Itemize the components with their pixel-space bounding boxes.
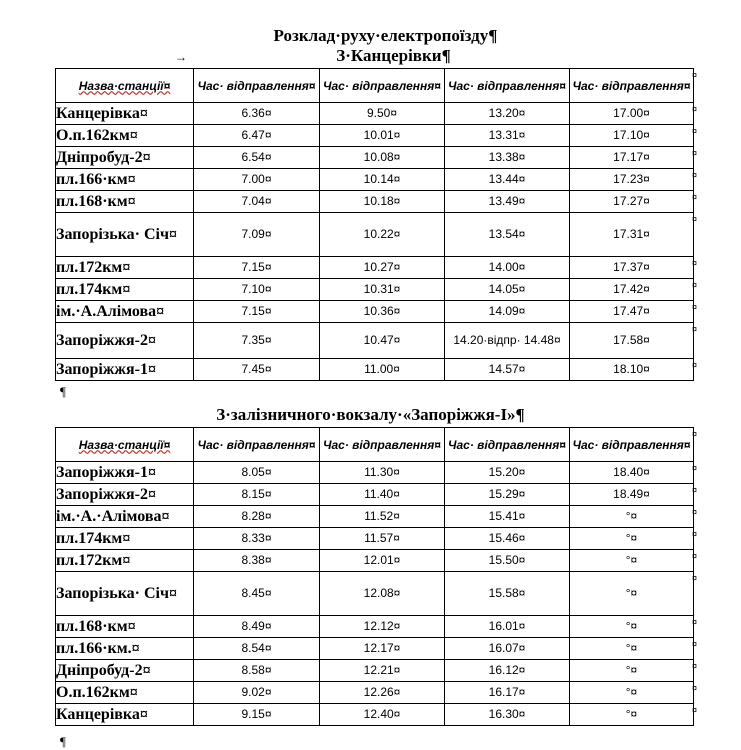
departure-time-cell: 17.10¤ xyxy=(570,125,694,147)
table-row xyxy=(56,550,694,572)
station-name: ім.·А.·Алімова¤ xyxy=(56,506,194,528)
station-name: пл.168·км¤ xyxy=(56,191,194,213)
departure-time-cell: 10.36¤ xyxy=(320,301,445,323)
departure-time-cell: 16.12¤ xyxy=(445,660,570,682)
departure-time-cell: 8.54¤ xyxy=(194,638,320,660)
header-departure-time: Час· відправлення¤ xyxy=(194,428,320,462)
section-heading-from-zaporizhzhia: З·залізничного·вокзалу·«Запоріжжя-І»¶ xyxy=(216,405,525,424)
departure-time-cell: °¤ xyxy=(570,616,694,638)
departure-time-cell: 18.40¤ xyxy=(570,462,694,484)
table-row xyxy=(56,191,694,213)
header-departure-time: Час· відправлення¤ xyxy=(570,69,694,103)
table-row xyxy=(56,660,694,682)
departure-time-cell: 9.02¤ xyxy=(194,682,320,704)
station-name: Запорізька· Січ¤ xyxy=(56,572,194,616)
table-row xyxy=(56,103,694,125)
departure-time-cell: 8.33¤ xyxy=(194,528,320,550)
departure-time-cell: 6.36¤ xyxy=(194,103,320,125)
departure-time-cell: 12.17¤ xyxy=(320,638,445,660)
table-header-row xyxy=(56,428,694,462)
departure-time-cell: 10.18¤ xyxy=(320,191,445,213)
station-name: Запоріжжя-1¤ xyxy=(56,359,194,381)
departure-time-cell: 13.44¤ xyxy=(445,169,570,191)
departure-time-cell: 12.01¤ xyxy=(320,550,445,572)
table-row xyxy=(56,484,694,506)
departure-time-cell: 15.29¤ xyxy=(445,484,570,506)
paragraph-mark: ¶ xyxy=(60,384,66,399)
row-end-mark: ¤ xyxy=(692,280,698,290)
departure-time-cell: 10.14¤ xyxy=(320,169,445,191)
departure-time-cell: 8.05¤ xyxy=(194,462,320,484)
station-name: Канцерівка¤ xyxy=(56,103,194,125)
row-end-mark: ¤ xyxy=(692,551,698,561)
departure-time-cell: 11.52¤ xyxy=(320,506,445,528)
station-name: пл.174км¤ xyxy=(56,279,194,301)
departure-time-cell: °¤ xyxy=(570,550,694,572)
row-end-mark: ¤ xyxy=(692,360,698,370)
departure-time-cell: 16.07¤ xyxy=(445,638,570,660)
station-name: пл.166·км.¤ xyxy=(56,638,194,660)
station-name: О.п.162км¤ xyxy=(56,125,194,147)
header-departure-time: Час· відправлення¤ xyxy=(320,428,445,462)
departure-time-cell: °¤ xyxy=(570,660,694,682)
table-row xyxy=(56,125,694,147)
departure-time-cell: 10.47¤ xyxy=(320,323,445,359)
row-end-mark: ¤ xyxy=(692,214,698,224)
schedule-table-from-zaporizhzhia xyxy=(55,427,694,726)
table-row xyxy=(56,572,694,616)
departure-time-cell: 15.41¤ xyxy=(445,506,570,528)
table-row xyxy=(56,301,694,323)
paragraph-mark: ¶ xyxy=(60,734,66,749)
departure-time-cell: 8.15¤ xyxy=(194,484,320,506)
table-row xyxy=(56,638,694,660)
departure-time-cell: 9.15¤ xyxy=(194,704,320,726)
departure-time-cell: 13.31¤ xyxy=(445,125,570,147)
table-row xyxy=(56,279,694,301)
departure-time-cell: 17.42¤ xyxy=(570,279,694,301)
row-end-mark: ¤ xyxy=(692,463,698,473)
row-end-mark: ¤ xyxy=(692,573,698,583)
row-end-mark: ¤ xyxy=(692,192,698,202)
departure-time-cell: 13.38¤ xyxy=(445,147,570,169)
header-departure-time: Час· відправлення¤ xyxy=(445,69,570,103)
table-row xyxy=(56,528,694,550)
table-row xyxy=(56,462,694,484)
station-name: пл.168·км¤ xyxy=(56,616,194,638)
departure-time-cell: 12.08¤ xyxy=(320,572,445,616)
departure-time-cell: 7.35¤ xyxy=(194,323,320,359)
departure-time-cell: 17.23¤ xyxy=(570,169,694,191)
departure-time-cell: 6.54¤ xyxy=(194,147,320,169)
departure-time-cell: 11.00¤ xyxy=(320,359,445,381)
departure-time-cell: 11.30¤ xyxy=(320,462,445,484)
departure-time-cell: 7.10¤ xyxy=(194,279,320,301)
table-header-row xyxy=(56,69,694,103)
row-end-mark: ¤ xyxy=(692,529,698,539)
schedule-table-from-kantserivka xyxy=(55,68,694,381)
departure-time-cell: 13.54¤ xyxy=(445,213,570,257)
departure-time-cell: 17.00¤ xyxy=(570,103,694,125)
header-departure-time: Час· відправлення¤ xyxy=(445,428,570,462)
station-name: пл.172км¤ xyxy=(56,257,194,279)
departure-time-cell: 7.04¤ xyxy=(194,191,320,213)
departure-time-cell: 6.47¤ xyxy=(194,125,320,147)
departure-time-cell: 7.45¤ xyxy=(194,359,320,381)
station-name: Запоріжжя-2¤ xyxy=(56,484,194,506)
station-name: пл.172км¤ xyxy=(56,550,194,572)
departure-time-cell: 17.17¤ xyxy=(570,147,694,169)
departure-time-cell: 12.12¤ xyxy=(320,616,445,638)
table-row xyxy=(56,506,694,528)
row-end-mark: ¤ xyxy=(692,148,698,158)
departure-time-cell: 15.46¤ xyxy=(445,528,570,550)
departure-time-cell: 10.08¤ xyxy=(320,147,445,169)
table-row xyxy=(56,323,694,359)
departure-time-cell: 17.37¤ xyxy=(570,257,694,279)
departure-time-cell: 12.26¤ xyxy=(320,682,445,704)
departure-time-cell: 10.27¤ xyxy=(320,257,445,279)
departure-time-cell: 14.09¤ xyxy=(445,301,570,323)
header-station-name: Назва·станції¤ xyxy=(56,428,194,462)
departure-time-cell: 8.38¤ xyxy=(194,550,320,572)
document-title: Розклад·руху·електропоїзду¶ xyxy=(273,26,498,45)
departure-time-cell: 16.01¤ xyxy=(445,616,570,638)
departure-time-cell: °¤ xyxy=(570,682,694,704)
departure-time-cell: 8.28¤ xyxy=(194,506,320,528)
departure-time-cell: 7.15¤ xyxy=(194,257,320,279)
departure-time-cell: 11.57¤ xyxy=(320,528,445,550)
table-row xyxy=(56,213,694,257)
departure-time-cell: 11.40¤ xyxy=(320,484,445,506)
section-heading-from-kantserivka: З·Канцерівки¶ xyxy=(336,46,451,65)
station-name: Дніпробуд-2¤ xyxy=(56,147,194,169)
row-end-mark: ¤ xyxy=(692,507,698,517)
departure-time-cell: 8.49¤ xyxy=(194,616,320,638)
row-end-mark: ¤ xyxy=(692,70,698,80)
departure-time-cell: 15.20¤ xyxy=(445,462,570,484)
row-end-mark: ¤ xyxy=(692,485,698,495)
departure-time-cell: 15.50¤ xyxy=(445,550,570,572)
departure-time-cell: 15.58¤ xyxy=(445,572,570,616)
station-name: Дніпробуд-2¤ xyxy=(56,660,194,682)
row-end-mark: ¤ xyxy=(692,324,698,334)
departure-time-cell: 18.49¤ xyxy=(570,484,694,506)
row-end-mark: ¤ xyxy=(692,617,698,627)
departure-time-cell: °¤ xyxy=(570,572,694,616)
row-end-mark: ¤ xyxy=(692,104,698,114)
table-row xyxy=(56,147,694,169)
header-departure-time: Час· відправлення¤ xyxy=(320,69,445,103)
header-departure-time: Час· відправлення¤ xyxy=(570,428,694,462)
row-end-mark: ¤ xyxy=(692,258,698,268)
departure-time-cell: 10.31¤ xyxy=(320,279,445,301)
departure-time-cell: 14.57¤ xyxy=(445,359,570,381)
departure-time-cell: 12.21¤ xyxy=(320,660,445,682)
header-station-name: Назва·станції¤ xyxy=(56,69,194,103)
station-name: пл.174км¤ xyxy=(56,528,194,550)
departure-time-cell: °¤ xyxy=(570,704,694,726)
departure-time-cell: 17.27¤ xyxy=(570,191,694,213)
header-departure-time: Час· відправлення¤ xyxy=(194,69,320,103)
departure-time-cell: 9.50¤ xyxy=(320,103,445,125)
row-end-mark: ¤ xyxy=(692,126,698,136)
departure-time-cell: 16.17¤ xyxy=(445,682,570,704)
row-end-mark: ¤ xyxy=(692,302,698,312)
departure-time-cell: 17.58¤ xyxy=(570,323,694,359)
station-name: Запоріжжя-2¤ xyxy=(56,323,194,359)
table-row xyxy=(56,257,694,279)
departure-time-cell: 14.05¤ xyxy=(445,279,570,301)
departure-time-cell: 13.49¤ xyxy=(445,191,570,213)
table-row xyxy=(56,682,694,704)
row-end-mark: ¤ xyxy=(692,429,698,439)
departure-time-cell: 10.22¤ xyxy=(320,213,445,257)
table-row xyxy=(56,616,694,638)
station-name: О.п.162км¤ xyxy=(56,682,194,704)
departure-time-cell: 7.15¤ xyxy=(194,301,320,323)
departure-time-cell: 13.20¤ xyxy=(445,103,570,125)
departure-time-cell: 16.30¤ xyxy=(445,704,570,726)
departure-time-cell: 7.09¤ xyxy=(194,213,320,257)
departure-time-cell: 7.00¤ xyxy=(194,169,320,191)
row-end-mark: ¤ xyxy=(692,639,698,649)
departure-time-cell: 8.58¤ xyxy=(194,660,320,682)
departure-time-cell: 17.47¤ xyxy=(570,301,694,323)
departure-time-cell: 8.45¤ xyxy=(194,572,320,616)
station-name: Запоріжжя-1¤ xyxy=(56,462,194,484)
departure-time-cell: °¤ xyxy=(570,638,694,660)
departure-time-cell: 12.40¤ xyxy=(320,704,445,726)
row-end-mark: ¤ xyxy=(692,661,698,671)
departure-time-cell: 14.00¤ xyxy=(445,257,570,279)
departure-time-cell: °¤ xyxy=(570,506,694,528)
departure-time-cell: 10.01¤ xyxy=(320,125,445,147)
departure-time-cell: °¤ xyxy=(570,528,694,550)
station-name: Канцерівка¤ xyxy=(56,704,194,726)
row-end-mark: ¤ xyxy=(692,170,698,180)
table-row xyxy=(56,359,694,381)
table-row xyxy=(56,704,694,726)
station-name: ім.·А.Алімова¤ xyxy=(56,301,194,323)
tab-arrow-icon: → xyxy=(175,50,187,64)
departure-time-cell: 17.31¤ xyxy=(570,213,694,257)
table-row xyxy=(56,169,694,191)
departure-time-cell: 18.10¤ xyxy=(570,359,694,381)
row-end-mark: ¤ xyxy=(692,683,698,693)
row-end-mark: ¤ xyxy=(692,705,698,715)
station-name: пл.166·км¤ xyxy=(56,169,194,191)
station-name: Запорізька· Січ¤ xyxy=(56,213,194,257)
departure-time-cell: 14.20·відпр· 14.48¤ xyxy=(445,323,570,359)
